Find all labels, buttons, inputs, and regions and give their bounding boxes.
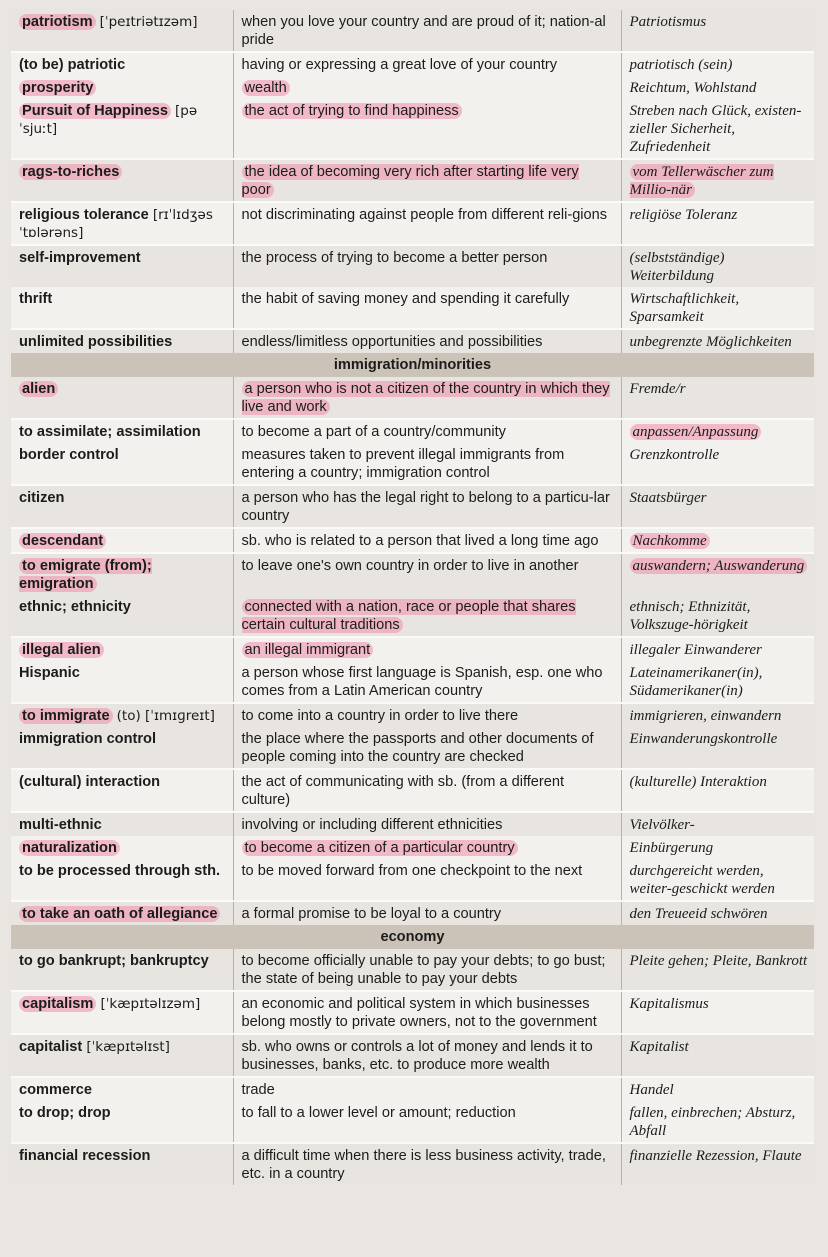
vocab-german [621, 419, 814, 443]
vocab-term [11, 99, 233, 159]
vocab-german [621, 99, 814, 159]
vocab-term [11, 329, 233, 353]
vocab-definition [233, 52, 621, 76]
term-text: Pursuit of Happiness [19, 103, 171, 119]
vocab-row [11, 202, 814, 245]
term-text: to immigrate [19, 708, 113, 724]
vocab-definition [233, 419, 621, 443]
german-text: finanzielle Rezession, Flaute [629, 1148, 802, 1164]
vocab-row [11, 485, 814, 528]
vocab-row [11, 727, 814, 769]
vocab-german [621, 1143, 814, 1185]
vocab-term [11, 245, 233, 287]
vocab-row [11, 661, 814, 703]
definition-text: to leave one's own country in order to live in another [241, 558, 579, 574]
definition-text: the act of communicating with sb. (from a different culture) [241, 774, 565, 808]
vocab-german [621, 76, 814, 99]
definition-text: to become a citizen of a particular country [242, 840, 518, 856]
vocab-term [11, 202, 233, 245]
german-text: Handel [629, 1082, 674, 1098]
vocab-row [11, 1143, 814, 1185]
definition-text: to fall to a lower level or amount; reduction [241, 1105, 516, 1121]
vocab-term [11, 637, 233, 661]
vocab-row [11, 1077, 814, 1101]
vocab-definition [233, 159, 621, 202]
term-text: ethnic; ethnicity [19, 599, 131, 615]
vocab-row [11, 159, 814, 202]
german-text: (selbstständige) Weiterbildung [629, 250, 725, 284]
vocab-term [11, 528, 233, 553]
vocab-term [11, 377, 233, 419]
vocab-definition [233, 703, 621, 727]
vocab-term [11, 1143, 233, 1185]
vocab-row [11, 287, 814, 329]
german-text: Pleite gehen; Pleite, Bankrott [629, 953, 808, 969]
term-text: multi-ethnic [19, 817, 102, 833]
vocab-definition [233, 10, 621, 52]
vocab-term [11, 661, 233, 703]
term-text: to take an oath of allegiance [19, 906, 220, 922]
german-text: fallen, einbrechen; Absturz, Abfall [629, 1105, 796, 1139]
vocab-term [11, 553, 233, 595]
vocab-row [11, 443, 814, 485]
german-text: illegaler Einwanderer [629, 642, 762, 658]
vocab-term [11, 10, 233, 52]
vocab-term [11, 859, 233, 901]
definition-text: not discriminating against people from different reli-gions [241, 207, 608, 223]
vocab-german [621, 661, 814, 703]
vocab-row [11, 812, 814, 836]
term-text: illegal alien [19, 642, 104, 658]
vocab-term [11, 727, 233, 769]
german-text: Grenzkontrolle [629, 447, 720, 463]
vocab-term [11, 1077, 233, 1101]
term-text: prosperity [19, 80, 96, 96]
term-text: to emigrate (from); emigration [19, 558, 152, 592]
vocab-definition [233, 553, 621, 595]
vocab-definition [233, 859, 621, 901]
vocab-row [11, 52, 814, 76]
german-text: Staatsbürger [629, 490, 707, 506]
vocab-term [11, 485, 233, 528]
german-text: Einbürgerung [629, 840, 714, 856]
vocab-term [11, 991, 233, 1034]
vocab-row [11, 703, 814, 727]
vocab-german [621, 637, 814, 661]
vocab-row [11, 76, 814, 99]
vocab-term [11, 1101, 233, 1143]
vocab-term [11, 52, 233, 76]
vocab-definition [233, 528, 621, 553]
table-group-immigration [11, 377, 814, 925]
definition-text: a person who has the legal right to belong to a particu-lar country [241, 490, 610, 524]
definition-text: connected with a nation, race or people that shares certain cultural traditions [241, 599, 576, 633]
german-text: anpassen/Anpassung [630, 424, 762, 440]
vocab-row [11, 99, 814, 159]
table-group-economy [11, 949, 814, 1185]
definition-text: a formal promise to be loyal to a country [241, 906, 502, 922]
vocab-definition [233, 812, 621, 836]
vocab-row [11, 949, 814, 991]
german-text: Kapitalismus [629, 996, 709, 1012]
table-group-general [11, 10, 814, 353]
definition-text: wealth [242, 80, 290, 96]
vocab-row [11, 637, 814, 661]
term-text: capitalism [19, 996, 96, 1012]
definition-text: to become officially unable to pay your debts; to go bust; the state of being unable to pay your debts [241, 953, 606, 987]
german-text: Reichtum, Wohlstand [629, 80, 757, 96]
vocab-row [11, 419, 814, 443]
term-pronunciation: [ˈkæpɪtəlɪst] [86, 1039, 170, 1055]
german-text: Patriotismus [629, 14, 707, 30]
section-title-economy: economy [11, 925, 814, 949]
definition-text: to come into a country in order to live there [241, 708, 519, 724]
german-text: Fremde/r [629, 381, 686, 397]
vocab-definition [233, 329, 621, 353]
vocab-german [621, 595, 814, 637]
vocab-german [621, 812, 814, 836]
vocab-german [621, 245, 814, 287]
vocab-term [11, 595, 233, 637]
vocab-german [621, 553, 814, 595]
vocab-german [621, 287, 814, 329]
vocab-term [11, 703, 233, 727]
definition-text: when you love your country and are proud of it; nation-al pride [241, 14, 606, 48]
vocab-definition [233, 287, 621, 329]
vocab-definition [233, 1034, 621, 1077]
term-text: to assimilate; assimilation [19, 424, 201, 440]
vocab-german [621, 443, 814, 485]
german-text: Wirtschaftlichkeit, Sparsamkeit [629, 291, 740, 325]
vocab-row [11, 859, 814, 901]
vocab-german [621, 836, 814, 859]
vocab-definition [233, 727, 621, 769]
vocab-row [11, 329, 814, 353]
term-text: border control [19, 447, 119, 463]
german-text: Streben nach Glück, existen-zieller Sicherheit, Zufriedenheit [629, 103, 802, 155]
vocab-term [11, 419, 233, 443]
vocab-german [621, 329, 814, 353]
vocab-row [11, 769, 814, 812]
vocab-german [621, 703, 814, 727]
vocab-term [11, 769, 233, 812]
vocab-definition [233, 637, 621, 661]
vocab-german [621, 485, 814, 528]
german-text: den Treueeid schwören [629, 906, 768, 922]
german-text: religiöse Toleranz [629, 207, 738, 223]
section-header-row [11, 925, 814, 949]
definition-text: having or expressing a great love of your country [241, 57, 558, 73]
definition-text: an illegal immigrant [242, 642, 374, 658]
vocab-german [621, 859, 814, 901]
definition-text: the place where the passports and other documents of people coming into the country are checked [241, 731, 594, 765]
vocab-row [11, 10, 814, 52]
term-text: unlimited possibilities [19, 334, 173, 350]
term-text: (cultural) interaction [19, 774, 161, 790]
vocab-definition [233, 1143, 621, 1185]
vocab-term [11, 287, 233, 329]
vocab-german [621, 901, 814, 925]
german-text: Einwanderungskontrolle [629, 731, 778, 747]
section-immigration [11, 353, 814, 377]
vocab-german [621, 1101, 814, 1143]
definition-text: the habit of saving money and spending it carefully [241, 291, 570, 307]
definition-text: sb. who is related to a person that lived a long time ago [241, 533, 599, 549]
german-text: immigrieren, einwandern [629, 708, 782, 724]
german-text: Nachkomme [630, 533, 710, 549]
german-text: Vielvölker- [629, 817, 695, 833]
vocab-term [11, 836, 233, 859]
vocab-definition [233, 443, 621, 485]
term-text: patriotism [19, 14, 96, 30]
term-text: thrift [19, 291, 53, 307]
vocab-definition [233, 1077, 621, 1101]
vocab-definition [233, 949, 621, 991]
german-text: durchgereicht werden, weiter-geschickt werden [629, 863, 775, 897]
vocab-row [11, 901, 814, 925]
vocab-definition [233, 245, 621, 287]
vocab-definition [233, 202, 621, 245]
vocab-german [621, 10, 814, 52]
definition-text: a person who is not a citizen of the country in which they live and work [241, 381, 610, 415]
vocab-term [11, 949, 233, 991]
term-text: descendant [19, 533, 106, 549]
definition-text: measures taken to prevent illegal immigrants from entering a country; immigration control [241, 447, 565, 481]
term-pronunciation: (to) [ˈɪmɪɡreɪt] [116, 708, 215, 724]
section-economy [11, 925, 814, 949]
vocab-term [11, 443, 233, 485]
section-title-immigration: immigration/minorities [11, 353, 814, 377]
vocab-term [11, 159, 233, 202]
vocab-definition [233, 1101, 621, 1143]
term-text: (to be) patriotic [19, 57, 126, 73]
term-text: religious tolerance [19, 207, 149, 223]
vocab-german [621, 202, 814, 245]
german-text: auswandern; Auswanderung [630, 558, 808, 574]
definition-text: a person whose first language is Spanish, esp. one who comes from a Latin American country [241, 665, 603, 699]
definition-text: to be moved forward from one checkpoint to the next [241, 863, 583, 879]
vocab-definition [233, 377, 621, 419]
term-pronunciation: [ˈkæpɪtəlɪzəm] [100, 996, 201, 1012]
vocab-german [621, 991, 814, 1034]
definition-text: a difficult time when there is less business activity, trade, etc. in a country [241, 1148, 606, 1182]
term-text: alien [19, 381, 58, 397]
definition-text: the idea of becoming very rich after starting life very poor [241, 164, 579, 198]
term-text: to be processed through sth. [19, 863, 221, 879]
term-text: citizen [19, 490, 65, 506]
term-text: rags-to-riches [19, 164, 122, 180]
vocab-term [11, 812, 233, 836]
vocab-row [11, 1101, 814, 1143]
definition-text: involving or including different ethnicities [241, 817, 503, 833]
vocab-german [621, 377, 814, 419]
vocab-definition [233, 901, 621, 925]
term-text: to go bankrupt; bankruptcy [19, 953, 209, 969]
definition-text: the process of trying to become a better person [241, 250, 548, 266]
vocab-german [621, 1034, 814, 1077]
term-text: immigration control [19, 731, 157, 747]
german-text: ethnisch; Ethnizität, Volkszuge-hörigkeit [629, 599, 751, 633]
vocab-row [11, 245, 814, 287]
vocab-definition [233, 661, 621, 703]
vocab-row [11, 553, 814, 595]
vocab-definition [233, 485, 621, 528]
german-text: unbegrenzte Möglichkeiten [629, 334, 792, 350]
vocab-row [11, 377, 814, 419]
vocab-row [11, 991, 814, 1034]
section-header-row [11, 353, 814, 377]
vocab-row [11, 836, 814, 859]
term-text: capitalist [19, 1039, 83, 1055]
vocab-german [621, 528, 814, 553]
term-text: to drop; drop [19, 1105, 111, 1121]
term-text: naturalization [19, 840, 120, 856]
definition-text: the act of trying to find happiness [242, 103, 462, 119]
vocab-term [11, 76, 233, 99]
vocab-definition [233, 99, 621, 159]
vocab-german [621, 1077, 814, 1101]
vocab-term [11, 1034, 233, 1077]
german-text: vom Tellerwäscher zum Millio-när [629, 164, 774, 198]
term-text: commerce [19, 1082, 93, 1098]
vocab-definition [233, 769, 621, 812]
vocab-definition [233, 595, 621, 637]
term-text: self-improvement [19, 250, 141, 266]
vocab-term [11, 901, 233, 925]
german-text: Kapitalist [629, 1039, 689, 1055]
vocab-german [621, 52, 814, 76]
vocab-row [11, 528, 814, 553]
vocab-definition [233, 836, 621, 859]
vocab-row [11, 1034, 814, 1077]
vocab-definition [233, 76, 621, 99]
vocab-definition [233, 991, 621, 1034]
definition-text: trade [241, 1082, 275, 1098]
term-text: financial recession [19, 1148, 151, 1164]
german-text: Lateinamerikaner(in), Südamerikaner(in) [629, 665, 763, 699]
term-pronunciation: [rɪˈlɪdʒəs ˈtɒlərəns] [19, 207, 213, 241]
vocab-row [11, 595, 814, 637]
definition-text: an economic and political system in which businesses belong mostly to private owners, not to the government [241, 996, 597, 1030]
definition-text: to become a part of a country/community [241, 424, 506, 440]
vocabulary-table [11, 10, 814, 1185]
term-text: Hispanic [19, 665, 80, 681]
german-text: patriotisch (sein) [629, 57, 733, 73]
term-pronunciation: [ˈpeɪtriətɪzəm] [99, 14, 198, 30]
german-text: (kulturelle) Interaktion [629, 774, 767, 790]
vocab-german [621, 727, 814, 769]
definition-text: endless/limitless opportunities and possibilities [241, 334, 543, 350]
vocab-german [621, 949, 814, 991]
vocab-german [621, 769, 814, 812]
term-pronunciation: [pəˈsjuːt] [19, 103, 198, 137]
vocab-german [621, 159, 814, 202]
definition-text: sb. who owns or controls a lot of money and lends it to businesses, banks, etc. to produce more wealth [241, 1039, 593, 1073]
